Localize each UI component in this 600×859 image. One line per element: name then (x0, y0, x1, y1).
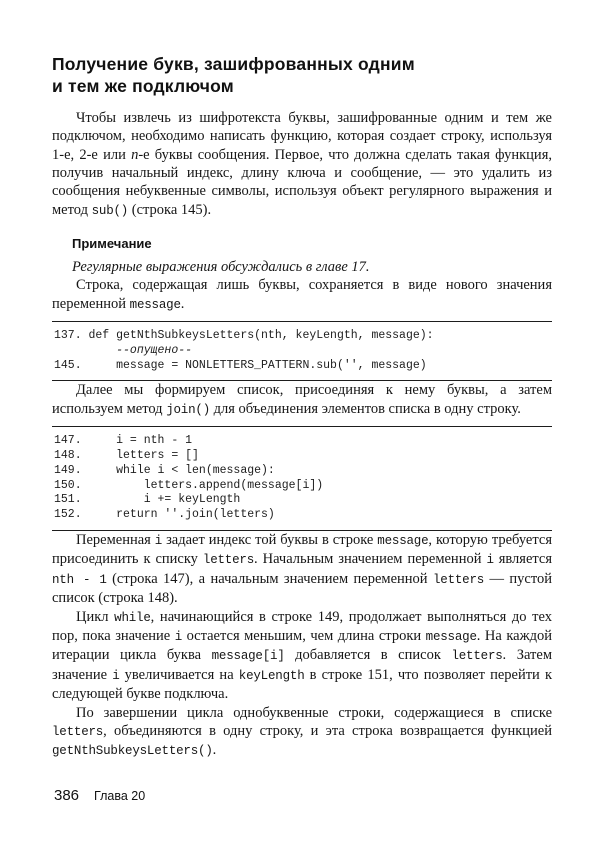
paragraph-final: По завершении цикла однобуквенные строки, содержащиеся в списке letters, объединяются в одну строку, и эта строка возвращается функцией getNthSubkeysLetters(). (52, 704, 552, 759)
paragraph-intro: Чтобы извлечь из шифротекста буквы, зашифрованные одним и тем же подключом, необходимо написать функцию, которая создает строку, используя 1-е, 2-е или n-е буквы сообщения. Первое, что должна сделать такая функция, получив начальный индекс, длину ключа и сообщение, — это удалить из сообщения небуквенные символы, используя объект регулярного выражения и метод sub() (строка 145). (52, 109, 552, 218)
code-listing-1: 137. def getNthSubkeysLetters(nth, keyLength, message): --опущено-- 145. message = NONLETTERS_PATTERN.sub('', message) (52, 321, 552, 381)
section-heading-line2: и тем же подключом (52, 75, 234, 96)
paragraph-while: Цикл while, начинающийся в строке 149, продолжает выполняться до тех пор, пока значение i остается меньшим, чем длина строки message. На каждой итерации цикла буква message[i] добавляется в список letters. Затем значение i увеличивается на keyLength в строке 151, что позволяет перейти к следующей букве подключа. (52, 608, 553, 703)
note-label: Примечание (72, 236, 152, 252)
note-text: Регулярные выражения обсуждались в главе 17. (72, 259, 370, 276)
paragraph-join: Далее мы формируем список, присоединяя к нему буквы, а затем используем метод join() для объединения элементов списка в одну строку. (52, 382, 552, 417)
code-listing-2: 147. i = nth - 1 148. letters = [] 149. while i < len(message): 150. letters.append(message[i]) 151. i += keyLength 152. return ''.join(letters) (52, 426, 552, 531)
footer-chapter-label: Глава 20 (94, 789, 146, 803)
page-content (52, 0, 552, 761)
page-footer (54, 787, 145, 804)
section-heading (52, 54, 552, 97)
paragraph-message: Строка, содержащая лишь буквы, сохраняется в виде нового значения переменной message. (52, 277, 552, 312)
footer-page-number: 386 (54, 787, 80, 804)
paragraph-variable: Переменная i задает индекс той буквы в строке message, которую требуется присоединить к списку letters. Начальным значением переменной i является nth - 1 (строка 147), а начальным значением переменной letters — пустой список (строка 148). (52, 531, 553, 607)
note-block (72, 236, 552, 276)
section-heading-line1: Получение букв, зашифрованных одним (52, 54, 415, 74)
